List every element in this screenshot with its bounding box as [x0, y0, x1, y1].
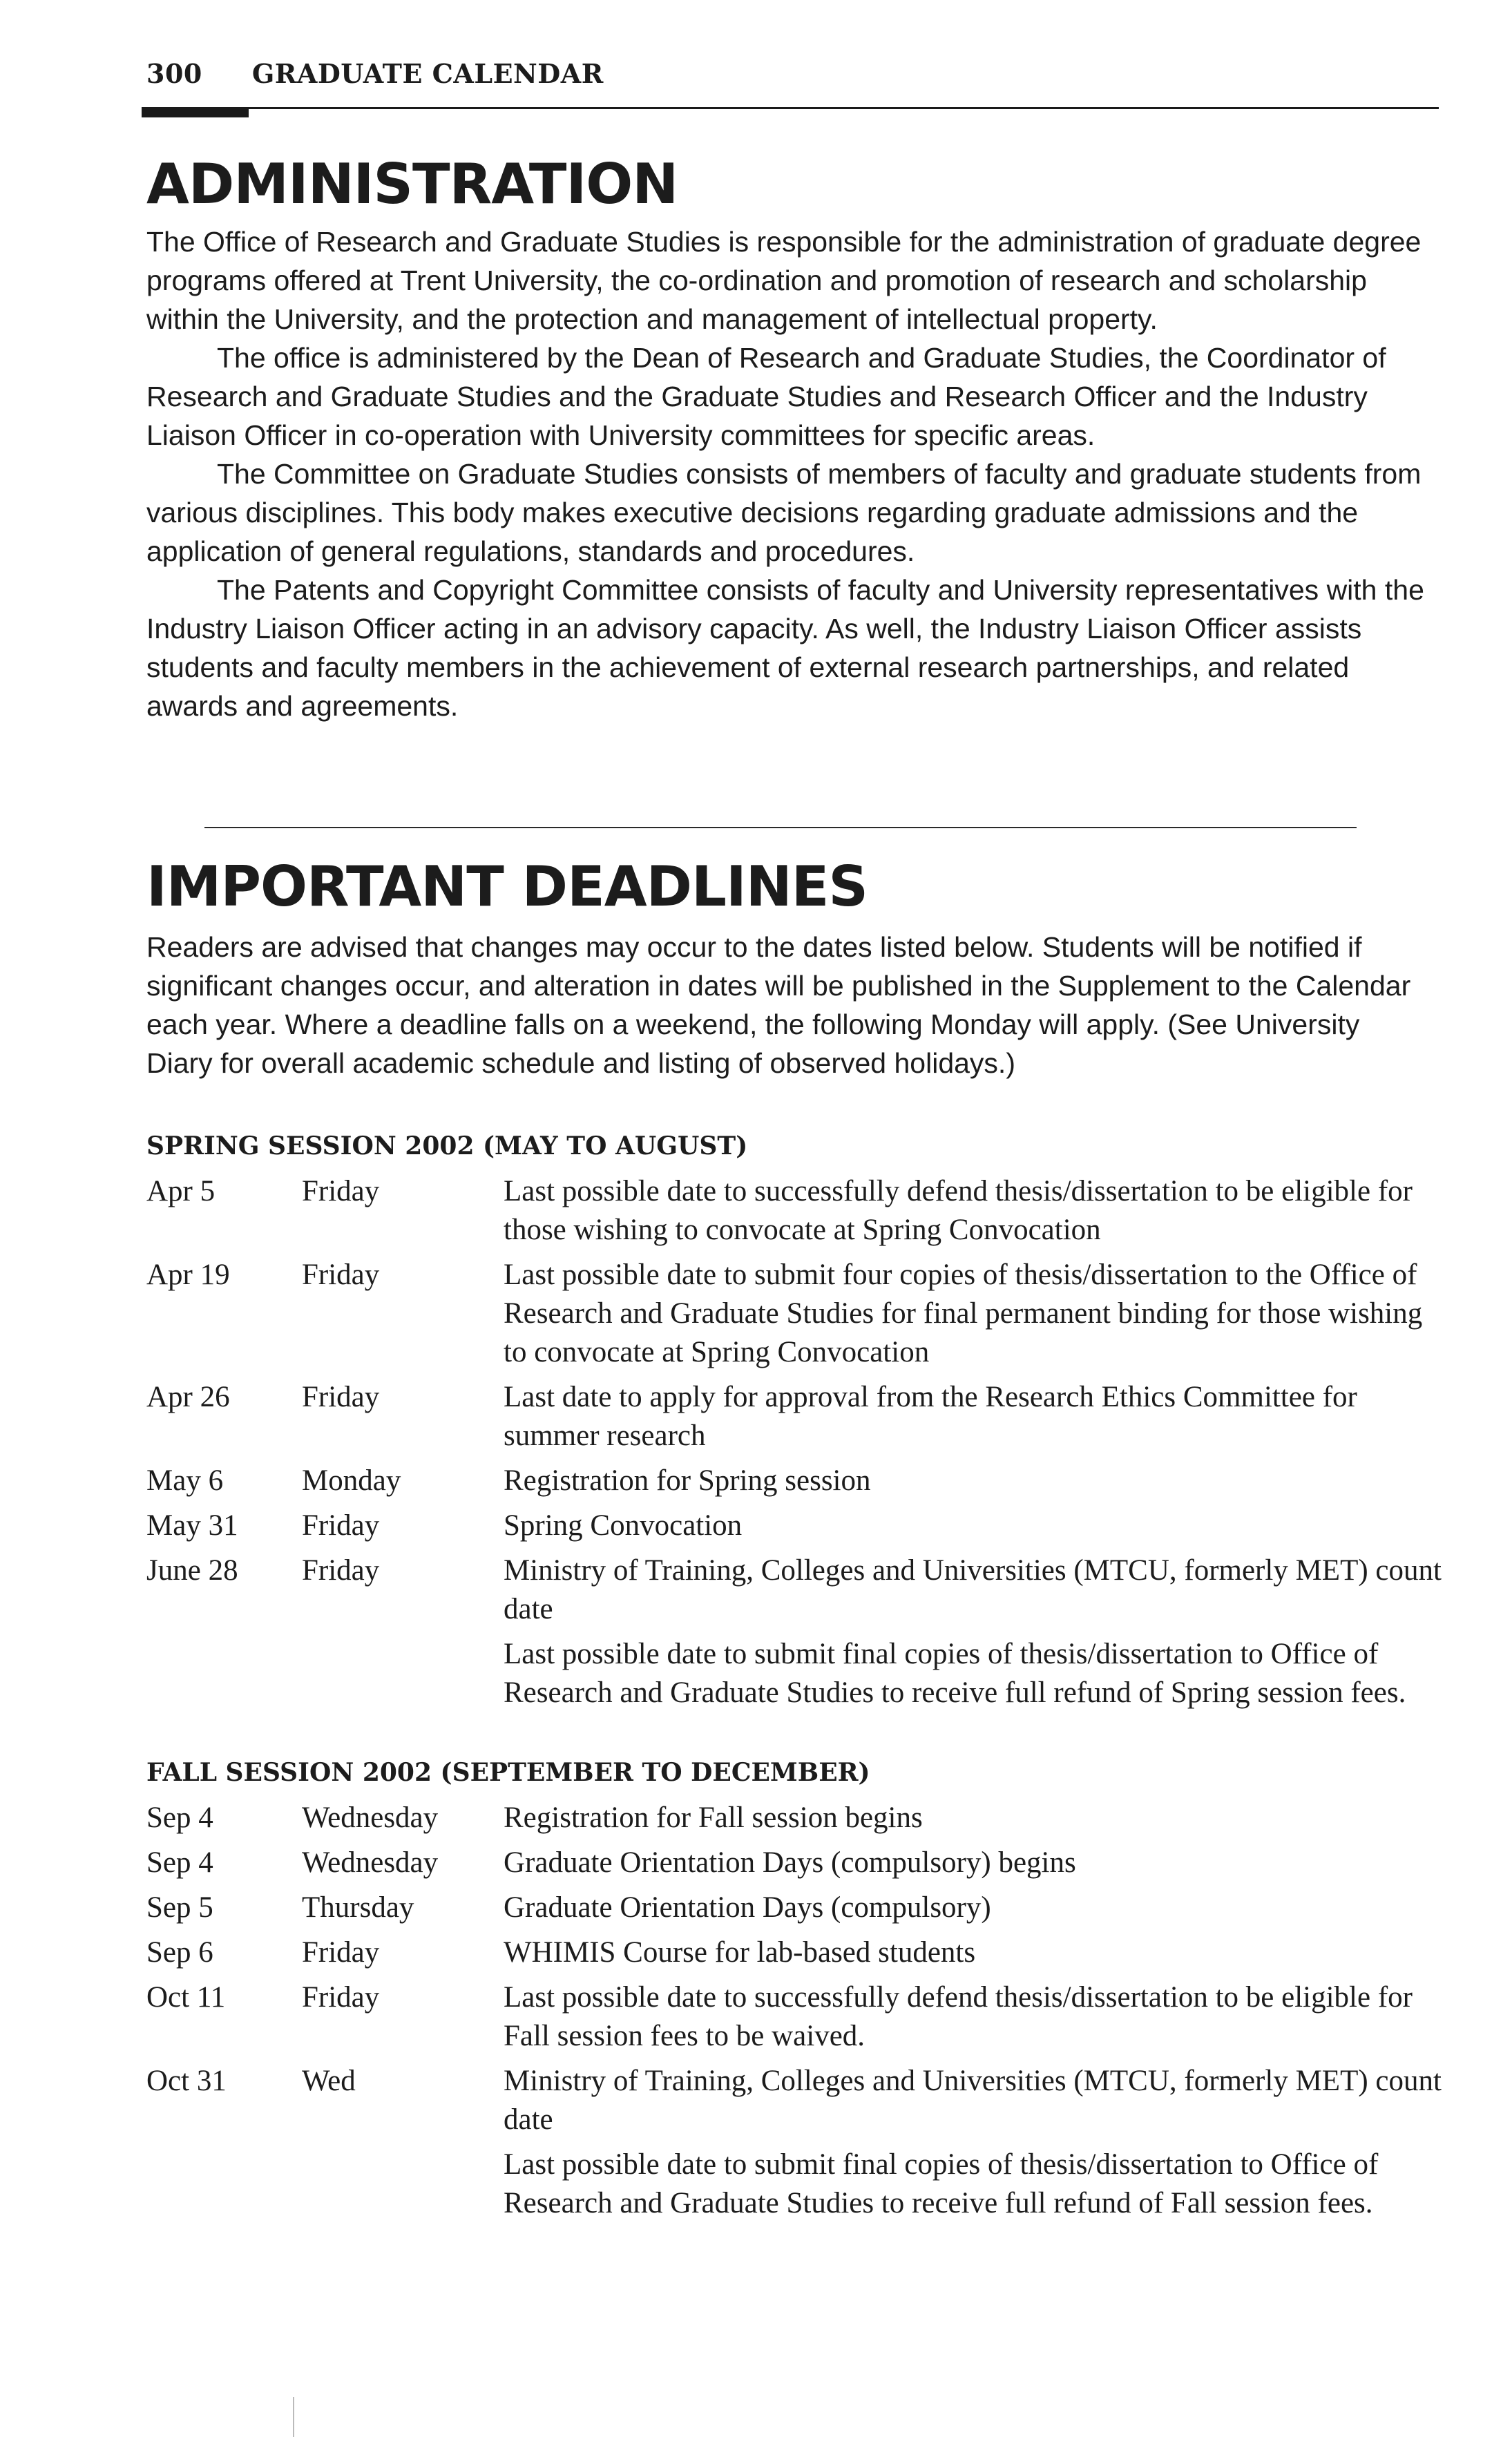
deadline-description: Last possible date to submit four copies of thesis/dissertation to the Office of Research and Graduate Studies for final permanent binding for those wishing to convocate at Spring Convocation — [504, 1259, 1423, 1368]
deadline-date: May 31 — [146, 1509, 238, 1542]
spring-session-heading: SPRING SESSION 2002 (MAY TO AUGUST) — [146, 1131, 748, 1160]
administration-paragraph: The office is administered by the Dean of Research and Graduate Studies, the Coordinator of Research and Graduate Studies and the Graduate Studies and Research Officer and the Industry Liaison Officer in co-operation with University committees for specific areas. — [146, 342, 1386, 451]
deadline-weekday: Friday — [302, 1936, 380, 1969]
deadline-description: Ministry of Training, Colleges and Universities (MTCU, formerly MET) count date — [504, 1554, 1442, 1625]
deadline-events — [504, 1889, 1445, 1927]
deadline-row — [146, 1799, 1445, 1837]
deadline-events — [504, 1462, 1445, 1500]
administration-paragraph: The Office of Research and Graduate Studies is responsible for the administration of graduate degree programs offered at Trent University, the co-ordination and promotion of research and scholarship within the University, and the protection and management of intellectual property. — [146, 226, 1422, 335]
running-header — [146, 58, 604, 89]
deadline-events — [504, 1799, 1445, 1837]
deadline-weekday: Wednesday — [302, 1802, 439, 1834]
deadline-row — [146, 1507, 1445, 1545]
deadline-row — [146, 1462, 1445, 1500]
deadline-date: Apr 26 — [146, 1381, 230, 1413]
deadline-row — [146, 2062, 1445, 2223]
administration-paragraph: The Patents and Copyright Committee consists of faculty and University representatives with the Industry Liaison Officer acting in an advisory capacity. As well, the Industry Liaison Officer assists students and faculty members in the achievement of external research partnerships, and related awards and agreements. — [146, 574, 1424, 722]
deadline-weekday: Friday — [302, 1259, 380, 1291]
deadline-events — [504, 1172, 1445, 1250]
deadline-date: Apr 19 — [146, 1259, 230, 1291]
fall-session-heading: FALL SESSION 2002 (SEPTEMBER TO DECEMBER) — [146, 1758, 870, 1787]
deadline-weekday: Friday — [302, 1981, 380, 2014]
deadline-date: Apr 5 — [146, 1175, 216, 1207]
deadline-date: Sep 4 — [146, 1802, 213, 1834]
deadline-date: Sep 4 — [146, 1846, 213, 1879]
section-divider — [204, 827, 1357, 828]
deadline-events — [504, 2062, 1445, 2223]
deadline-description: Graduate Orientation Days (compulsory) — [504, 1891, 991, 1924]
deadline-weekday: Wed — [302, 2065, 356, 2097]
deadline-date: May 6 — [146, 1464, 224, 1497]
running-title: GRADUATE CALENDAR — [251, 58, 604, 89]
gutter-mark — [293, 2397, 294, 2437]
deadline-weekday: Friday — [302, 1381, 380, 1413]
fall-deadline-list — [146, 1799, 1445, 2229]
deadline-date: Oct 31 — [146, 2065, 227, 2097]
header-rule — [142, 107, 1439, 109]
page-number: 300 — [146, 58, 202, 89]
deadline-description: Registration for Spring session — [504, 1464, 871, 1497]
deadline-weekday: Friday — [302, 1554, 380, 1587]
deadline-description: Last possible date to submit final copies of thesis/dissertation to Office of Research and Graduate Studies to receive full refund of Spring session fees. — [504, 1638, 1406, 1709]
administration-paragraph: The Committee on Graduate Studies consists of members of faculty and graduate students from various disciplines. This body makes executive decisions regarding graduate admissions and the application of general regulations, standards and procedures. — [146, 458, 1422, 567]
deadline-description: Last possible date to successfully defend thesis/dissertation to be eligible for those wishing to convocate at Spring Convocation — [504, 1175, 1413, 1246]
deadline-description: Last possible date to successfully defend thesis/dissertation to be eligible for Fall session fees to be waived. — [504, 1981, 1413, 2052]
deadline-row — [146, 1172, 1445, 1250]
deadline-date: June 28 — [146, 1554, 238, 1587]
deadline-events — [504, 1551, 1445, 1712]
deadline-events — [504, 1378, 1445, 1455]
deadline-description: WHIMIS Course for lab-based students — [504, 1936, 976, 1969]
deadline-weekday: Friday — [302, 1175, 380, 1207]
deadline-events — [504, 1507, 1445, 1545]
deadline-description: Ministry of Training, Colleges and Universities (MTCU, formerly MET) count date — [504, 2065, 1442, 2136]
deadline-row — [146, 1889, 1445, 1927]
deadline-row — [146, 1378, 1445, 1455]
header-accent-bar — [142, 108, 249, 117]
deadline-date: Sep 5 — [146, 1891, 213, 1924]
deadline-row — [146, 1978, 1445, 2056]
deadline-events — [504, 1256, 1445, 1372]
spring-deadline-list — [146, 1172, 1445, 1719]
deadline-events — [504, 1978, 1445, 2056]
deadline-weekday: Friday — [302, 1509, 380, 1542]
deadline-description: Last date to apply for approval from the Research Ethics Committee for summer research — [504, 1381, 1357, 1452]
deadline-weekday: Thursday — [302, 1891, 414, 1924]
deadline-description: Last possible date to submit final copies of thesis/dissertation to Office of Research and Graduate Studies to receive full refund of Fall session fees. — [504, 2148, 1379, 2219]
deadline-description: Spring Convocation — [504, 1509, 743, 1542]
deadline-date: Sep 6 — [146, 1936, 213, 1969]
deadline-row — [146, 1551, 1445, 1712]
deadlines-intro-paragraph: Readers are advised that changes may occur to the dates listed below. Students will be notified if significant changes occur, and alteration in dates will be published in the Supplement to the Calendar each year. Where a deadline falls on a weekend, the following Monday will apply. (See University Diary for overall academic schedule and listing of observed holidays.) — [146, 931, 1411, 1079]
deadline-row — [146, 1256, 1445, 1372]
deadline-weekday: Monday — [302, 1464, 401, 1497]
deadlines-heading: IMPORTANT DEADLINES — [146, 854, 868, 919]
deadline-events — [504, 1844, 1445, 1882]
administration-text — [146, 222, 1433, 725]
deadline-description: Registration for Fall session begins — [504, 1802, 923, 1834]
deadlines-intro — [146, 928, 1433, 1082]
administration-heading: ADMINISTRATION — [146, 152, 678, 216]
deadline-date: Oct 11 — [146, 1981, 226, 2014]
deadline-row — [146, 1933, 1445, 1972]
deadline-description: Graduate Orientation Days (compulsory) begins — [504, 1846, 1076, 1879]
deadline-row — [146, 1844, 1445, 1882]
deadline-events — [504, 1933, 1445, 1972]
deadline-weekday: Wednesday — [302, 1846, 439, 1879]
